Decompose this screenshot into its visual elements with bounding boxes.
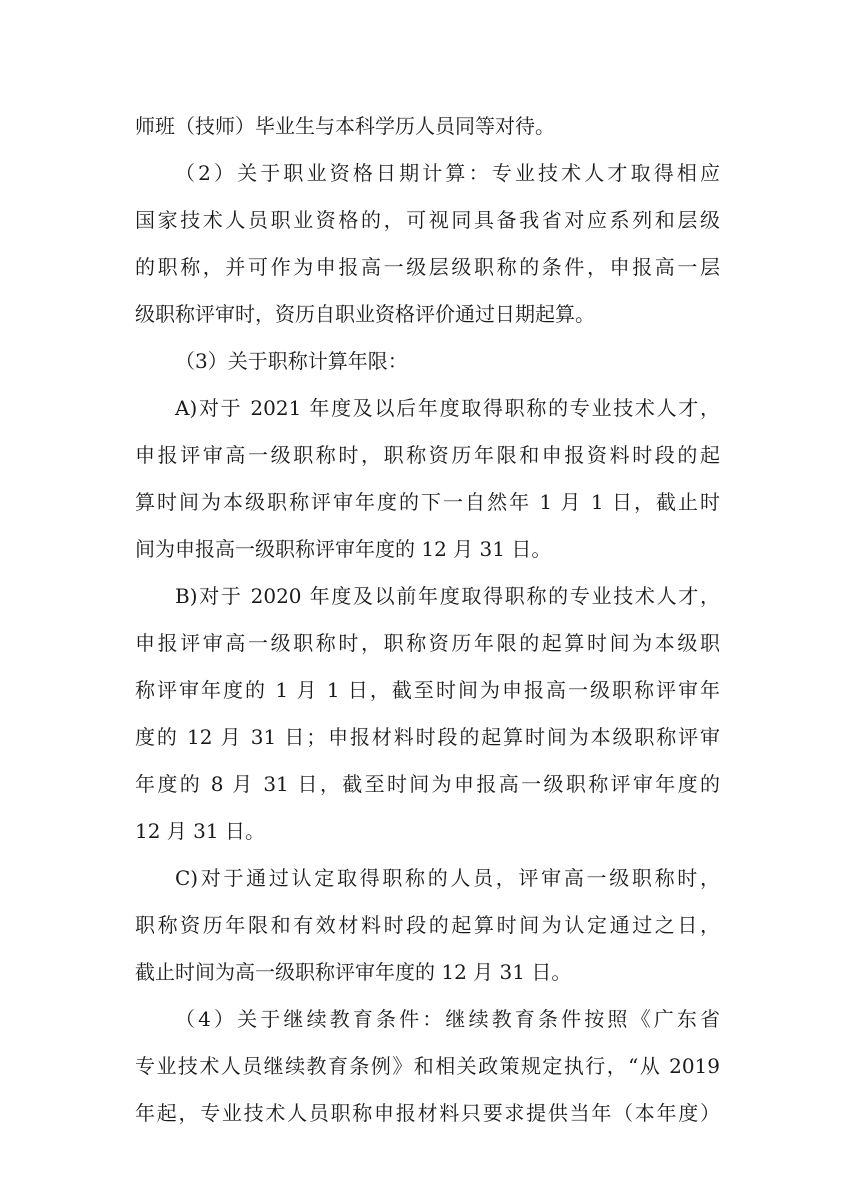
paragraph-line: 算时间为本级职称评审年度的下一自然年 1 月 1 日，截止时 (135, 490, 720, 514)
paragraph-line: 度的 12 月 31 日；申报材料时段的起算时间为本级职称评审 (135, 725, 720, 749)
paragraph-line: 级职称评审时，资历自职业资格评价通过日期起算。 (135, 302, 595, 326)
paragraph-line: C)对于通过认定取得职称的人员，评审高一级职称时， (175, 866, 720, 890)
paragraph-line: 师班（技师）毕业生与本科学历人员同等对待。 (135, 114, 555, 138)
paragraph-line: A)对于 2021 年度及以后年度取得职称的专业技术人才， (175, 396, 720, 420)
paragraph-line: 国家技术人员职业资格的，可视同具备我省对应系列和层级 (135, 208, 720, 232)
paragraph-line: 申报评审高一级职称时，职称资历年限和申报资料时段的起 (135, 443, 720, 467)
paragraph-line: 年度的 8 月 31 日，截至时间为申报高一级职称评审年度的 (135, 772, 720, 796)
paragraph-line: B)对于 2020 年度及以前年度取得职称的专业技术人才， (175, 584, 720, 608)
paragraph-line: （4）关于继续教育条件：继续教育条件按照《广东省 (175, 1007, 720, 1031)
paragraph-line: 申报评审高一级职称时，职称资历年限的起算时间为本级职 (135, 631, 720, 655)
paragraph-line: 间为申报高一级职称评审年度的 12 月 31 日。 (135, 537, 552, 561)
paragraph-line: 专业技术人员继续教育条例》和相关政策规定执行，“从 2019 (135, 1054, 720, 1078)
paragraph-line: 的职称，并可作为申报高一级层级职称的条件，申报高一层 (135, 255, 720, 279)
paragraph-line: （3）关于职称计算年限： (175, 349, 408, 373)
paragraph-line: 截止时间为高一级职称评审年度的 12 月 31 日。 (135, 960, 572, 984)
paragraph-line: 称评审年度的 1 月 1 日，截至时间为申报高一级职称评审年 (135, 678, 720, 702)
paragraph-line: 12 月 31 日。 (135, 819, 265, 843)
paragraph-line: （2）关于职业资格日期计算：专业技术人才取得相应 (175, 161, 720, 185)
paragraph-line: 职称资历年限和有效材料时段的起算时间为认定通过之日， (135, 913, 720, 937)
paragraph-line: 年起，专业技术人员职称申报材料只要求提供当年（本年度） (135, 1101, 720, 1125)
